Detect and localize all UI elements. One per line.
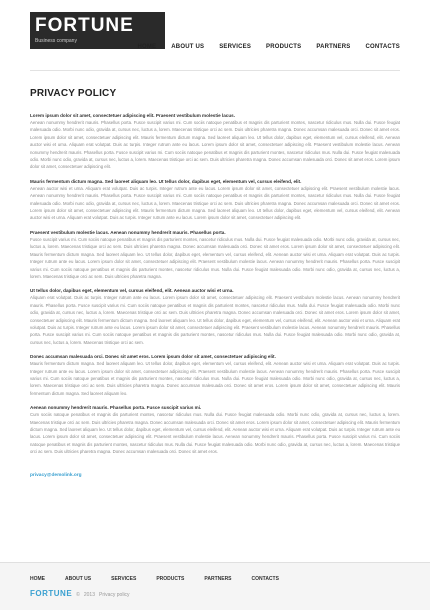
- footer-divider: [0, 562, 430, 563]
- footer-nav-contacts[interactable]: CONTACTS: [251, 576, 279, 582]
- header-divider: [30, 70, 400, 71]
- privacy-policy-link[interactable]: Privacy policy: [98, 592, 130, 598]
- section-heading: Mauris fermentum dictum magna. Sed laoreet aliquam leo. Ut tellus dolor, dapibus eget, elementum vel, cursus eleifend, elit.: [30, 178, 302, 184]
- policy-section: [30, 112, 400, 171]
- section-heading: Aenean nonummy hendrerit mauris. Phasellus porta. Fusce suscipit varius mi.: [30, 405, 202, 411]
- section-heading: Donec accumsan malesuada orci. Donec sit amet eros. Lorem ipsum dolor sit amet, consectetuer adipiscing elit.: [30, 354, 276, 360]
- page-title: PRIVACY POLICY: [30, 88, 117, 99]
- policy-section: [30, 178, 400, 222]
- logo-title: FORTUNE: [35, 15, 134, 36]
- nav-item-home[interactable]: HOME: [137, 44, 157, 50]
- footer-bottom: [30, 589, 130, 598]
- policy-section: [30, 353, 400, 397]
- section-heading: Lorem ipsum dolor sit amet, consectetuer adipiscing elit. Praesent vestibulum molestie lacus.: [30, 113, 235, 118]
- copyright-icon: ©: [76, 592, 80, 598]
- copyright-year: 2013: [83, 592, 95, 598]
- nav-item-products[interactable]: PRODUCTS: [266, 44, 302, 50]
- section-text: Mauris fermentum dictum magna. Sed laoreet aliquam leo. Ut tellus dolor, dapibus eget, elementum vel, cursus eleifend, elit. Aenean auctor wisi et urna. Aliquam erat volutpat. Duis ac turpis. Integer rutrum ante eu lacus. Lorem ipsum dolor sit amet, consectetuer adipiscing elit. Praesent vestibulum molestie lacus. Aenean nonummy hendrerit mauris. Phasellus porta. Fusce suscipit varius mi. Cum sociis natoque penatibus et magnis dis parturient montes, nascetur ridiculus mus. Nulla dui. Fusce feugiat malesuada odio. Morbi nunc odio, gravida at, cursus nec, luctus a, lorem. Maecenas tristique orci ac sem. Duis ultricies pharetra magna. Donec accumsan malesuada orci. Donec sit amet eros. Lorem ipsum dolor sit amet, consectetuer adipiscing elit. Mauris fermentum dictum magna. Sed laoreet aliquam leo.: [30, 361, 400, 396]
- nav-item-partners[interactable]: PARTNERS: [316, 44, 351, 50]
- section-text: Aenean auctor wisi et urna. Aliquam erat volutpat. Duis ac turpis. Integer rutrum ante eu lacus. Lorem ipsum dolor sit amet, consectetuer adipiscing elit. Praesent vestibulum molestie lacus. Aenean nonummy hendrerit mauris. Phasellus porta. Fusce suscipit varius mi. Cum sociis natoque penatibus et magnis dis parturient montes, nascetur ridiculus mus. Nulla dui. Fusce feugiat malesuada odio. Morbi nunc odio, gravida at, cursus nec, luctus a, lorem. Maecenas tristique orci ac sem. Duis ultricies pharetra magna. Donec accumsan malesuada orci. Donec sit amet eros. Lorem ipsum dolor sit amet, consectetuer adipiscing elit. Mauris fermentum dictum magna. Sed laoreet aliquam leo. Ut tellus dolor, dapibus eget, elementum vel, cursus eleifend, elit. Aenean auctor wisi et urna. Aliquam erat volutpat. Duis ac turpis. Integer rutrum ante eu lacus. Lorem ipsum dolor sit amet, consectetuer adipiscing elit.: [30, 185, 400, 221]
- logo-subtitle: Business company: [35, 38, 77, 44]
- section-heading: Ut tellus dolor, dapibus eget, elementum vel, cursus eleifend, elit. Aenean auctor wisi et urna.: [30, 288, 234, 294]
- main-content: [30, 88, 400, 481]
- footer-logo[interactable]: FORTUNE: [30, 589, 73, 598]
- footer-nav-about-us[interactable]: ABOUT US: [65, 576, 92, 582]
- site-header: [0, 0, 430, 70]
- nav-item-services[interactable]: SERVICES: [219, 44, 252, 50]
- footer-nav-home[interactable]: HOME: [30, 576, 45, 582]
- section-text: Aliquam erat volutpat. Duis ac turpis. Integer rutrum ante eu lacus. Lorem ipsum dolor sit amet, consectetuer adipiscing elit. Praesent vestibulum molestie lacus. Aenean nonummy hendrerit mauris. Phasellus porta. Fusce suscipit varius mi. Cum sociis natoque penatibus et magnis dis parturient montes, nascetur ridiculus mus. Nulla dui. Fusce feugiat malesuada odio. Morbi nunc odio, gravida at, cursus nec, luctus a, lorem. Maecenas tristique orci ac sem. Duis ultricies pharetra magna. Donec accumsan malesuada orci. Donec sit amet eros. Lorem ipsum dolor sit amet, consectetuer adipiscing elit. Mauris fermentum dictum magna. Sed laoreet aliquam leo. Ut tellus dolor, dapibus eget, elementum vel, cursus eleifend, elit. Aenean auctor wisi et urna. Aliquam erat volutpat. Duis ac turpis. Integer rutrum ante eu lacus. Lorem ipsum dolor sit amet, consectetuer adipiscing elit. Praesent vestibulum molestie lacus. Aenean nonummy hendrerit mauris. Phasellus porta. Fusce suscipit varius mi. Cum sociis natoque penatibus et magnis dis parturient montes, nascetur ridiculus mus. Nulla dui. Fusce feugiat malesuada odio. Morbi nunc odio, gravida at, cursus nec, luctus a, lorem. Maecenas tristique orci ac sem.: [30, 295, 400, 345]
- nav-item-contacts[interactable]: CONTACTS: [365, 44, 400, 50]
- section-text: Aenean nonummy hendrerit mauris. Phasellus porta. Fusce suscipit varius mi. Cum sociis natoque penatibus et magnis dis parturient montes, nascetur ridiculus mus. Nulla dui. Fusce feugiat malesuada odio. Morbi nunc odio, gravida at, cursus nec, luctus a, lorem. Maecenas tristique orci ac sem. Duis ultricies pharetra magna. Donec accumsan malesuada orci. Donec sit amet eros. Lorem ipsum dolor sit amet, consectetuer adipiscing elit. Mauris fermentum dictum magna. Sed laoreet aliquam leo. Ut tellus dolor, dapibus eget, elementum vel, cursus eleifend, elit. Aenean auctor wisi et urna. Aliquam erat volutpat. Duis ac turpis. Integer rutrum ante eu lacus. Lorem ipsum dolor sit amet, consectetuer adipiscing elit. Praesent vestibulum molestie lacus. Aenean nonummy hendrerit mauris. Phasellus porta. Fusce suscipit varius mi. Cum sociis natoque penatibus et magnis dis parturient montes, nascetur ridiculus mus. Nulla dui. Fusce feugiat malesuada odio. Morbi nunc odio, gravida at, cursus nec, luctus a, lorem. Maecenas tristique orci ac sem. Duis ultricies pharetra magna. Donec accumsan malesuada orci. Donec sit amet eros. Lorem ipsum dolor sit amet, consectetuer adipiscing elit.: [30, 120, 400, 170]
- footer-nav-services[interactable]: SERVICES: [111, 576, 137, 582]
- section-text: Fusce suscipit varius mi. Cum sociis natoque penatibus et magnis dis parturient montes, nascetur ridiculus mus. Nulla dui. Fusce feugiat malesuada odio. Morbi nunc odio, gravida at, cursus nec, luctus a, lorem. Maecenas tristique orci ac sem. Duis ultricies pharetra magna. Donec accumsan malesuada orci. Donec sit amet eros. Lorem ipsum dolor sit amet, consectetuer adipiscing elit. Mauris fermentum dictum magna. Sed laoreet aliquam leo. Ut tellus dolor, dapibus eget, elementum vel, cursus eleifend, elit. Aenean auctor wisi et urna. Aliquam erat volutpat. Duis ac turpis. Integer rutrum ante eu lacus. Lorem ipsum dolor sit amet, consectetuer adipiscing elit. Praesent vestibulum molestie lacus. Aenean nonummy hendrerit mauris. Phasellus porta. Fusce suscipit varius mi. Cum sociis natoque penatibus et magnis dis parturient montes, nascetur ridiculus mus. Nulla dui. Fusce feugiat malesuada odio. Morbi nunc odio, gravida at, cursus nec, luctus a, lorem. Maecenas tristique orci ac sem. Duis ultricies pharetra magna.: [30, 236, 400, 279]
- policy-section: [30, 404, 400, 455]
- footer-nav: [30, 576, 279, 582]
- main-nav: [137, 44, 400, 50]
- policy-section: [30, 229, 400, 280]
- nav-item-about-us[interactable]: ABOUT US: [171, 44, 205, 50]
- policy-section: [30, 287, 400, 346]
- footer-nav-products[interactable]: PRODUCTS: [156, 576, 185, 582]
- privacy-email-link[interactable]: privacy@demolink.org: [30, 472, 82, 478]
- section-text: Cum sociis natoque penatibus et magnis dis parturient montes, nascetur ridiculus mus. Nulla dui. Fusce feugiat malesuada odio. Morbi nunc odio, gravida at, cursus nec, luctus a, lorem. Maecenas tristique orci ac sem. Duis ultricies pharetra magna. Donec accumsan malesuada orci. Donec sit amet eros. Lorem ipsum dolor sit amet, consectetuer adipiscing elit. Mauris fermentum dictum magna. Sed laoreet aliquam leo. Ut tellus dolor, dapibus eget, elementum vel, cursus eleifend, elit. Aenean auctor wisi et urna. Aliquam erat volutpat. Duis ac turpis. Integer rutrum ante eu lacus. Lorem ipsum dolor sit amet, consectetuer adipiscing elit. Praesent vestibulum molestie lacus. Aenean nonummy hendrerit mauris. Phasellus porta. Fusce suscipit varius mi. Cum sociis natoque penatibus et magnis dis parturient montes, nascetur ridiculus mus. Nulla dui. Fusce feugiat malesuada odio. Morbi nunc odio, gravida at, cursus nec, luctus a, lorem. Maecenas tristique orci ac sem. Duis ultricies pharetra magna. Donec accumsan malesuada orci. Donec sit amet eros.: [30, 412, 400, 455]
- section-heading: Praesent vestibulum molestie lacus. Aenean nonummy hendrerit mauris. Phasellus porta.: [30, 229, 226, 235]
- footer-nav-partners[interactable]: PARTNERS: [204, 576, 232, 582]
- site-footer: [0, 562, 430, 610]
